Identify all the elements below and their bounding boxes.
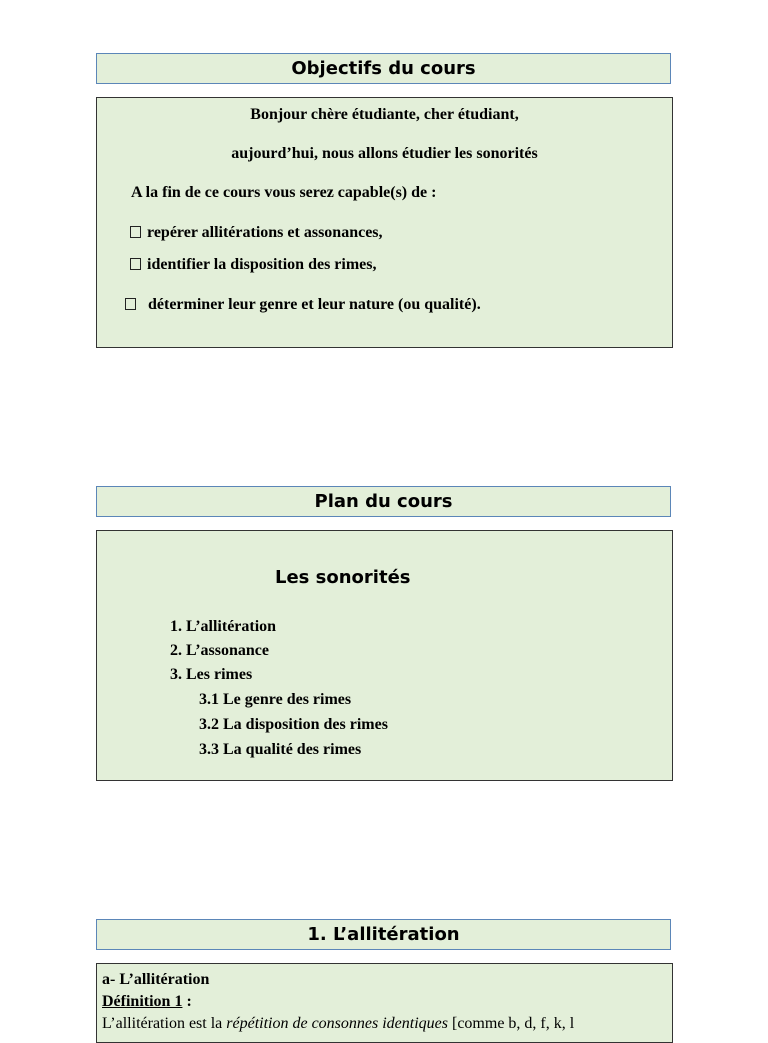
- objective-item-1: [130, 224, 383, 242]
- definition-label: Définition 1: [102, 993, 183, 1010]
- definition-text-italic: répétition de consonnes identiques: [226, 1015, 448, 1032]
- definition-label-line: [102, 993, 192, 1011]
- definition-text-end: [comme b, d, f, k, l: [452, 1015, 575, 1032]
- definition-text-start: L’allitération est la: [102, 1015, 223, 1032]
- plan-item-5: 3.2 La disposition des rimes: [199, 716, 388, 733]
- objectives-box: [96, 97, 673, 348]
- greeting-line-2: aujourd’hui, nous allons étudier les sonorités: [231, 145, 538, 162]
- plan-item-6: 3.3 La qualité des rimes: [199, 741, 362, 758]
- definition-colon: :: [182, 993, 192, 1010]
- objective-item-2: [130, 256, 377, 274]
- checkbox-bullet-icon: [125, 298, 136, 310]
- objectives-title: Objectifs du cours: [291, 58, 476, 79]
- objectives-header: [96, 53, 671, 84]
- plan-subtitle: Les sonorités: [275, 567, 411, 588]
- plan-title: Plan du cours: [314, 491, 453, 512]
- plan-item-2: 2. L’assonance: [170, 642, 269, 659]
- checkbox-bullet-icon: [130, 226, 141, 238]
- objective-item-3: [125, 296, 481, 314]
- plan-item-4: 3.1 Le genre des rimes: [199, 691, 352, 708]
- alliteration-box: [96, 963, 673, 1043]
- checkbox-bullet-icon: [130, 258, 141, 270]
- plan-item-1: 1. L’allitération: [170, 618, 277, 635]
- objective-text-3: déterminer leur genre et leur nature (ou qualité).: [148, 296, 481, 313]
- definition-text: [102, 1015, 574, 1033]
- intro-line: A la fin de ce cours vous serez capable(s) de :: [131, 184, 437, 201]
- alliteration-heading: a- L’allitération: [102, 971, 210, 988]
- plan-box: [96, 530, 673, 781]
- plan-item-3: 3. Les rimes: [170, 666, 253, 683]
- alliteration-header: [96, 919, 671, 950]
- objective-text-2: identifier la disposition des rimes,: [147, 256, 377, 273]
- plan-header: [96, 486, 671, 517]
- objective-text-1: repérer allitérations et assonances,: [147, 224, 383, 241]
- greeting-line-1: Bonjour chère étudiante, cher étudiant,: [250, 106, 519, 123]
- alliteration-title: 1. L’allitération: [307, 924, 460, 945]
